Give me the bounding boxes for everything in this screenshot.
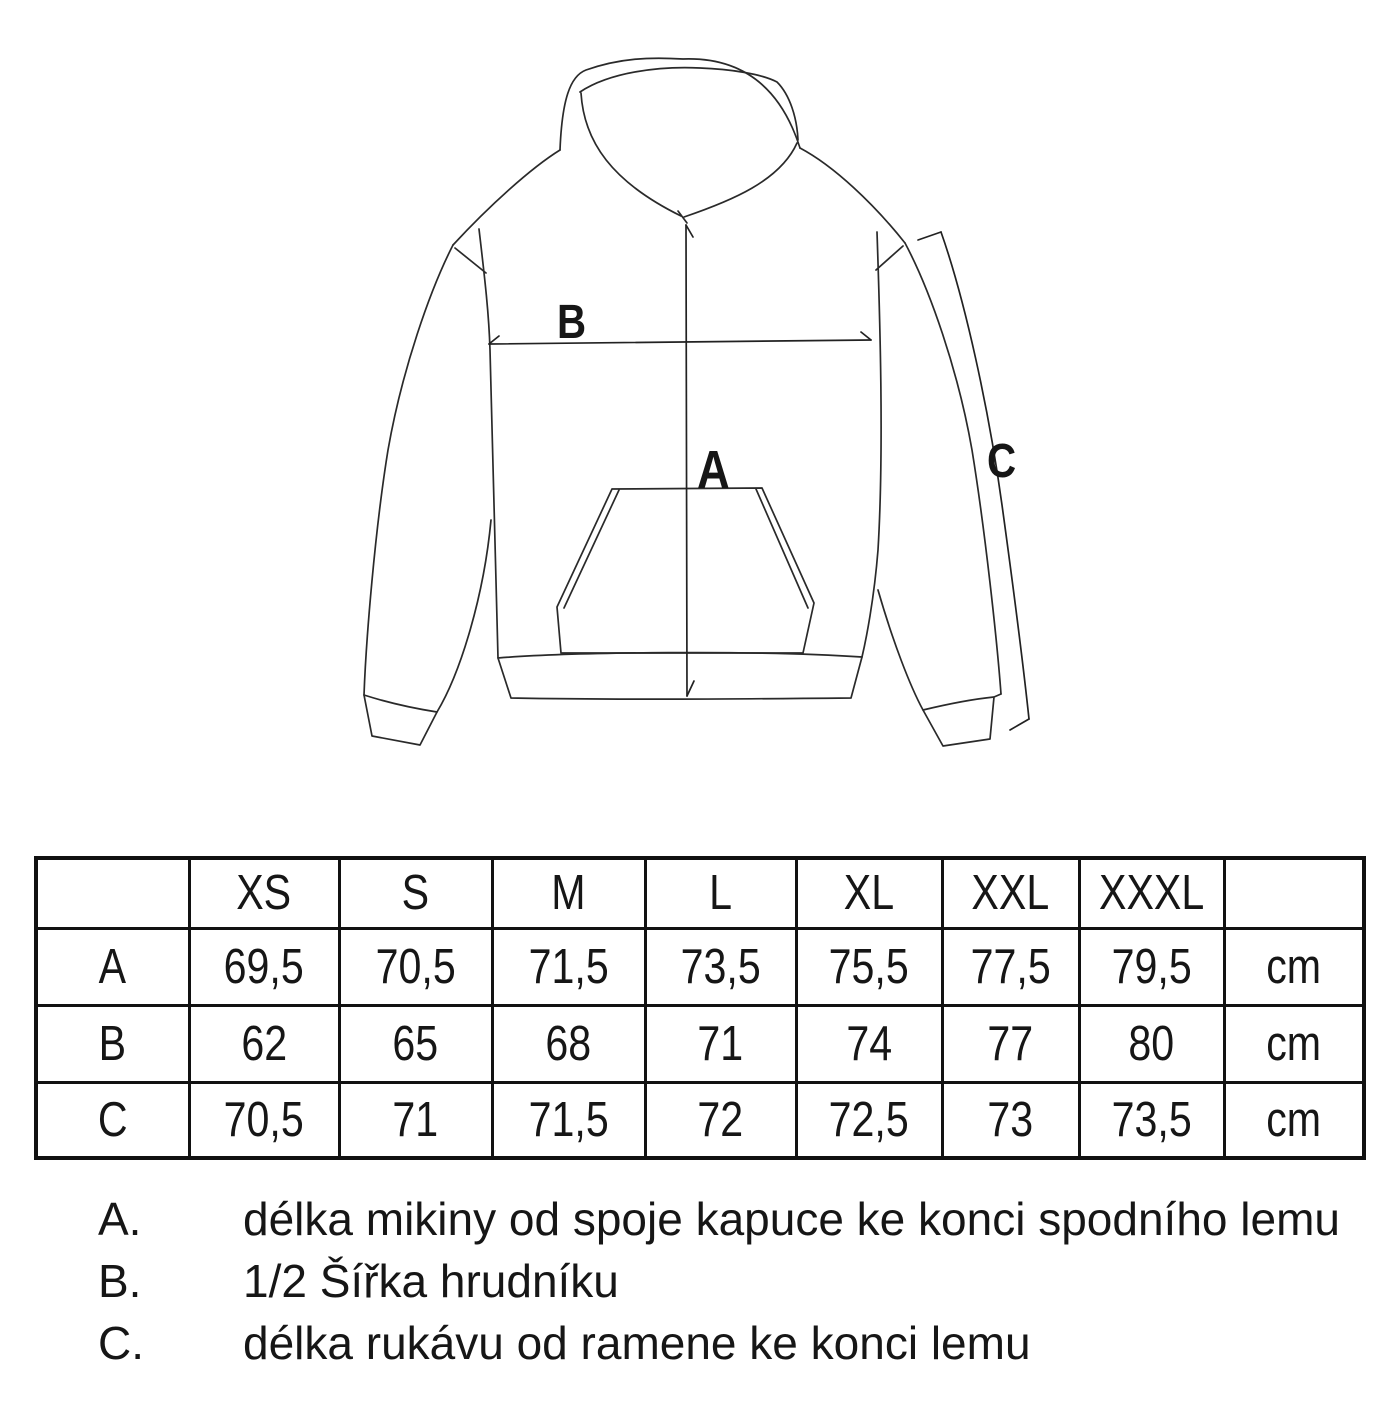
pocket-inner-edge-right bbox=[756, 489, 808, 608]
row-label-text: B bbox=[99, 1016, 127, 1071]
value-cell bbox=[796, 928, 942, 1005]
legend-key: A. bbox=[98, 1193, 142, 1245]
unit-cell bbox=[1224, 1082, 1364, 1158]
row-label bbox=[36, 1005, 189, 1082]
measure-tick-c-top bbox=[918, 232, 941, 240]
value-text: 71,5 bbox=[528, 939, 609, 994]
size-header-label: XL bbox=[843, 866, 895, 921]
value-cell bbox=[1079, 1005, 1224, 1082]
size-header-l bbox=[645, 858, 796, 928]
measure-tick-c-bottom bbox=[1010, 719, 1029, 730]
table-row-c bbox=[36, 1082, 1364, 1158]
hoodie-drawing bbox=[364, 58, 1001, 746]
size-header-label: XS bbox=[236, 866, 292, 921]
table-corner-cell bbox=[36, 858, 189, 928]
value-text: 74 bbox=[846, 1016, 892, 1071]
measure-label-c: C bbox=[987, 434, 1017, 488]
kangaroo-pocket bbox=[557, 488, 814, 653]
size-header-label: XXXL bbox=[1098, 866, 1205, 921]
value-cell bbox=[339, 928, 492, 1005]
measure-label-b: B bbox=[557, 295, 587, 349]
value-cell bbox=[1079, 1082, 1224, 1158]
unit-corner-cell bbox=[1224, 858, 1364, 928]
raglan-seam-right bbox=[876, 246, 903, 270]
value-cell bbox=[796, 1005, 942, 1082]
legend-description: délka rukávu od ramene ke konci lemu bbox=[243, 1317, 1031, 1369]
value-text: 73 bbox=[987, 1092, 1034, 1147]
pocket-inner-edge-left bbox=[564, 490, 619, 608]
value-cell bbox=[339, 1005, 492, 1082]
table-header-row bbox=[36, 858, 1364, 928]
measure-line-b bbox=[489, 340, 871, 344]
size-header-label: M bbox=[551, 866, 586, 921]
value-text: 80 bbox=[1128, 1016, 1175, 1071]
hood-drape-right bbox=[684, 143, 797, 217]
sleeve-left-front bbox=[437, 520, 491, 712]
value-cell bbox=[189, 928, 339, 1005]
measure-arrow-b-left bbox=[489, 336, 499, 344]
value-cell bbox=[1079, 928, 1224, 1005]
value-cell bbox=[645, 1082, 796, 1158]
value-cell bbox=[942, 928, 1079, 1005]
value-cell bbox=[492, 1005, 645, 1082]
row-label bbox=[36, 928, 189, 1005]
size-header-xs bbox=[189, 858, 339, 928]
row-label bbox=[36, 1082, 189, 1158]
legend-item-b bbox=[98, 1254, 1340, 1316]
value-text: 65 bbox=[392, 1016, 439, 1071]
value-cell bbox=[492, 928, 645, 1005]
value-text: 79,5 bbox=[1111, 939, 1192, 994]
value-cell bbox=[942, 1082, 1079, 1158]
value-text: 71 bbox=[392, 1092, 439, 1147]
legend-key: B. bbox=[98, 1255, 142, 1307]
value-cell bbox=[339, 1082, 492, 1158]
shoulder-left bbox=[453, 150, 560, 245]
measurement-legend bbox=[98, 1192, 1340, 1378]
size-table bbox=[34, 856, 1366, 1160]
size-header-xxl bbox=[942, 858, 1079, 928]
value-cell bbox=[189, 1082, 339, 1158]
row-label-text: C bbox=[97, 1092, 128, 1147]
measure-arrow-a-bottom bbox=[687, 681, 694, 696]
value-text: 72 bbox=[697, 1092, 744, 1147]
hood-outline bbox=[560, 58, 800, 150]
size-header-xxxl bbox=[1079, 858, 1224, 928]
value-cell bbox=[492, 1082, 645, 1158]
size-header-label: XXL bbox=[971, 866, 1050, 921]
row-label-text: A bbox=[99, 939, 127, 994]
value-text: 77,5 bbox=[970, 939, 1051, 994]
unit-text: cm bbox=[1266, 1092, 1322, 1147]
hem-band bbox=[498, 653, 862, 700]
value-text: 69,5 bbox=[223, 939, 305, 994]
cuff-left bbox=[364, 695, 437, 745]
value-text: 75,5 bbox=[828, 939, 910, 994]
value-text: 72,5 bbox=[828, 1092, 910, 1147]
unit-cell bbox=[1224, 1005, 1364, 1082]
size-header-xl bbox=[796, 858, 942, 928]
value-text: 73,5 bbox=[1111, 1092, 1192, 1147]
value-text: 70,5 bbox=[375, 939, 456, 994]
value-text: 70,5 bbox=[223, 1092, 305, 1147]
sleeve-left-outer bbox=[364, 245, 453, 695]
unit-text: cm bbox=[1266, 1016, 1322, 1071]
table-row-a bbox=[36, 928, 1364, 1005]
legend-description: 1/2 Šířka hrudníku bbox=[243, 1255, 619, 1307]
legend-item-a bbox=[98, 1192, 1340, 1254]
table-row-b bbox=[36, 1005, 1364, 1082]
legend-key: C. bbox=[98, 1317, 144, 1369]
value-text: 77 bbox=[987, 1016, 1034, 1071]
unit-text: cm bbox=[1266, 939, 1322, 994]
unit-cell bbox=[1224, 928, 1364, 1005]
value-cell bbox=[942, 1005, 1079, 1082]
cuff-right bbox=[923, 694, 1001, 746]
size-header-m bbox=[492, 858, 645, 928]
value-text: 71,5 bbox=[528, 1092, 609, 1147]
hood-drape-left bbox=[581, 93, 681, 216]
value-cell bbox=[189, 1005, 339, 1082]
body-side-left bbox=[479, 229, 498, 658]
value-text: 68 bbox=[545, 1016, 592, 1071]
sleeve-right-front bbox=[878, 590, 923, 710]
shoulder-right bbox=[800, 148, 905, 243]
measure-label-a: A bbox=[697, 439, 730, 500]
size-header-label: S bbox=[401, 866, 430, 921]
value-cell bbox=[796, 1082, 942, 1158]
size-header-s bbox=[339, 858, 492, 928]
size-header-label: L bbox=[709, 866, 732, 921]
hood-inner-edge bbox=[580, 68, 798, 140]
value-cell bbox=[645, 1005, 796, 1082]
measure-arrow-b-right bbox=[861, 332, 871, 340]
value-text: 71 bbox=[697, 1016, 744, 1071]
value-text: 73,5 bbox=[680, 939, 761, 994]
value-cell bbox=[645, 928, 796, 1005]
value-text: 62 bbox=[241, 1016, 287, 1071]
measure-arrow-a-top bbox=[686, 225, 693, 237]
measure-line-a bbox=[686, 225, 687, 696]
legend-description: délka mikiny od spoje kapuce ke konci spodního lemu bbox=[243, 1193, 1340, 1245]
legend-item-c bbox=[98, 1316, 1340, 1378]
